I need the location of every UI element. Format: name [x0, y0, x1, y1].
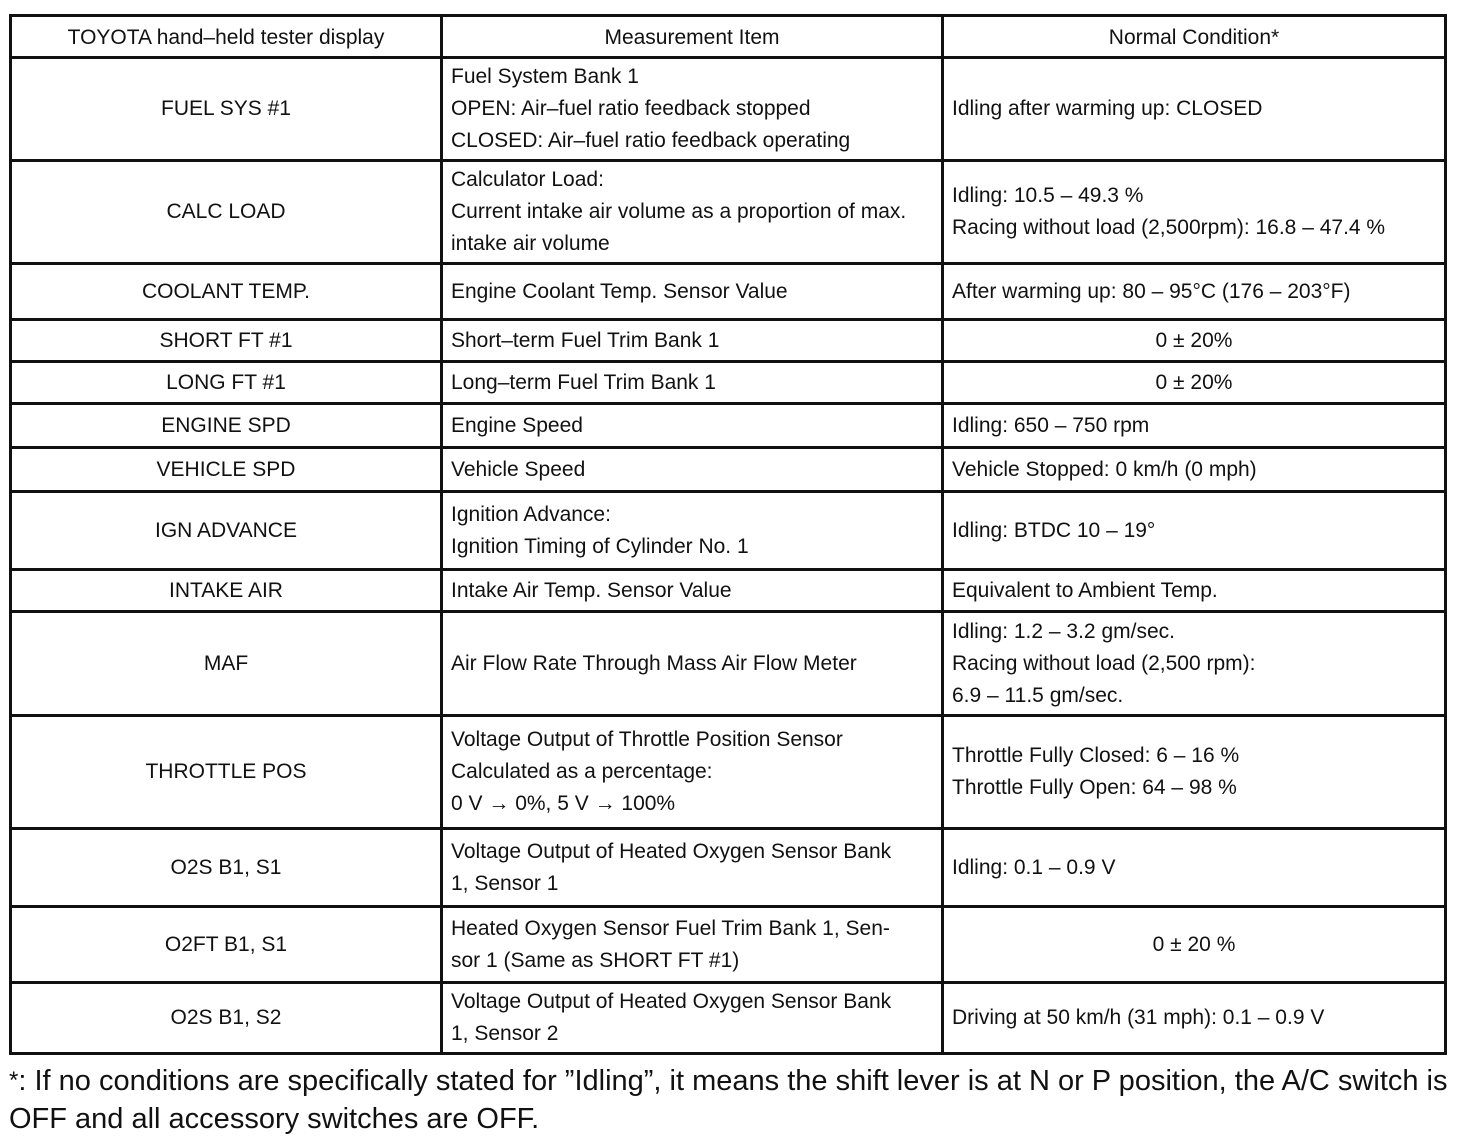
cell-measurement-item: [442, 983, 943, 1054]
cell-tester-display: COOLANT TEMP.: [11, 264, 442, 320]
cell-measurement-item: [442, 716, 943, 829]
measurement-line: Ignition Timing of Cylinder No. 1: [451, 534, 749, 558]
table-header-row: [11, 16, 1446, 58]
measurement-line: Ignition Advance:: [451, 502, 611, 526]
table-row: [11, 362, 1446, 404]
cell-tester-display: O2S B1, S1: [11, 829, 442, 907]
cell-normal-condition: [943, 161, 1446, 264]
cell-measurement-item: [442, 362, 943, 404]
cell-measurement-item: [442, 448, 943, 492]
cell-normal-condition: [943, 448, 1446, 492]
condition-line: 0 ± 20%: [1155, 328, 1233, 352]
cell-normal-condition: [943, 612, 1446, 716]
measurement-line: Calculated as a percentage:: [451, 760, 713, 783]
table-row: [11, 264, 1446, 320]
cell-measurement-item: [442, 492, 943, 570]
table-row: [11, 320, 1446, 362]
cell-tester-display: ENGINE SPD: [11, 404, 442, 448]
condition-line: Equivalent to Ambient Temp.: [952, 578, 1218, 602]
table-body: [11, 58, 1446, 1054]
cell-measurement-item: [442, 829, 943, 907]
cell-measurement-item: [442, 612, 943, 716]
measurement-line: intake air volume: [451, 232, 610, 255]
measurement-line: 1, Sensor 2: [451, 1022, 559, 1045]
measurement-line: Vehicle Speed: [451, 457, 586, 481]
cell-measurement-item: [442, 320, 943, 362]
cell-tester-display: SHORT FT #1: [11, 320, 442, 362]
table-row: [11, 448, 1446, 492]
measurement-line: OPEN: Air–fuel ratio feedback stopped: [451, 97, 811, 120]
table-row: [11, 58, 1446, 161]
condition-line: Driving at 50 km/h (31 mph): 0.1 – 0.9 V: [952, 1006, 1325, 1029]
cell-normal-condition: [943, 320, 1446, 362]
measurement-line: 1, Sensor 1: [451, 871, 559, 895]
measurement-line: Heated Oxygen Sensor Fuel Trim Bank 1, Sen-: [451, 916, 890, 940]
measurement-line: 0 V → 0%, 5 V → 100%: [451, 792, 676, 815]
measurement-line: Short–term Fuel Trim Bank 1: [451, 328, 720, 352]
measurement-line: CLOSED: Air–fuel ratio feedback operating: [451, 129, 851, 152]
cell-normal-condition: [943, 58, 1446, 161]
measurement-line: Current intake air volume as a proportion of max.: [451, 200, 907, 223]
measurement-line: Long–term Fuel Trim Bank 1: [451, 370, 716, 394]
condition-line: Idling: 0.1 – 0.9 V: [952, 855, 1116, 879]
cell-measurement-item: [442, 264, 943, 320]
table-row: [11, 570, 1446, 612]
condition-line: Idling: 1.2 – 3.2 gm/sec.: [952, 619, 1175, 643]
measurement-line: sor 1 (Same as SHORT FT #1): [451, 948, 740, 972]
cell-normal-condition: [943, 492, 1446, 570]
condition-line: Throttle Fully Open: 64 – 98 %: [952, 776, 1237, 799]
cell-tester-display: IGN ADVANCE: [11, 492, 442, 570]
measurement-line: Calculator Load:: [451, 168, 604, 191]
condition-line: After warming up: 80 – 95°C (176 – 203°F): [952, 279, 1351, 303]
cell-tester-display: VEHICLE SPD: [11, 448, 442, 492]
cell-tester-display: MAF: [11, 612, 442, 716]
condition-line: Idling: BTDC 10 – 19°: [952, 518, 1156, 542]
measurement-line: Engine Speed: [451, 413, 583, 437]
cell-normal-condition: [943, 983, 1446, 1054]
table-row: [11, 716, 1446, 829]
measurement-line: Intake Air Temp. Sensor Value: [451, 578, 732, 602]
cell-normal-condition: [943, 907, 1446, 983]
condition-line: 0 ± 20 %: [1152, 932, 1236, 956]
table-row: [11, 983, 1446, 1054]
cell-normal-condition: [943, 570, 1446, 612]
condition-line: 0 ± 20%: [1155, 370, 1233, 394]
cell-measurement-item: [442, 161, 943, 264]
condition-line: Racing without load (2,500 rpm):: [952, 651, 1256, 675]
footnote-text: : If no conditions are specifically stated for ”Idling”, it means the shift lever is at N or P position, the A/C switch is OFF and all accessory switches are OFF.: [9, 1065, 1448, 1135]
condition-line: Throttle Fully Closed: 6 – 16 %: [952, 744, 1240, 767]
footnote-marker: *: [9, 1067, 19, 1094]
cell-tester-display: O2FT B1, S1: [11, 907, 442, 983]
condition-line: Idling: 10.5 – 49.3 %: [952, 184, 1144, 207]
header-normal-condition: Normal Condition*: [943, 16, 1446, 58]
cell-normal-condition: [943, 404, 1446, 448]
condition-line: 6.9 – 11.5 gm/sec.: [952, 683, 1124, 707]
condition-line: Idling after warming up: CLOSED: [952, 97, 1263, 120]
footnote: [9, 1062, 1449, 1138]
cell-normal-condition: [943, 264, 1446, 320]
cell-tester-display: CALC LOAD: [11, 161, 442, 264]
spec-sheet: [9, 14, 1444, 1055]
measurement-line: Voltage Output of Throttle Position Sensor: [451, 728, 843, 751]
cell-normal-condition: [943, 829, 1446, 907]
condition-line: Vehicle Stopped: 0 km/h (0 mph): [952, 457, 1257, 481]
measurement-line: Air Flow Rate Through Mass Air Flow Meter: [451, 651, 857, 675]
cell-tester-display: O2S B1, S2: [11, 983, 442, 1054]
measurement-line: Voltage Output of Heated Oxygen Sensor Bank: [451, 990, 892, 1013]
table-row: [11, 161, 1446, 264]
table-row: [11, 907, 1446, 983]
measurement-line: Engine Coolant Temp. Sensor Value: [451, 279, 788, 303]
cell-measurement-item: [442, 58, 943, 161]
cell-measurement-item: [442, 570, 943, 612]
condition-line: Racing without load (2,500rpm): 16.8 – 47.4 %: [952, 216, 1386, 239]
cell-normal-condition: [943, 716, 1446, 829]
cell-tester-display: LONG FT #1: [11, 362, 442, 404]
header-tester-display: TOYOTA hand–held tester display: [11, 16, 442, 58]
cell-measurement-item: [442, 907, 943, 983]
header-measurement-item: Measurement Item: [442, 16, 943, 58]
table-row: [11, 492, 1446, 570]
data-list-table: [9, 14, 1447, 1055]
measurement-line: Voltage Output of Heated Oxygen Sensor Bank: [451, 839, 892, 863]
table-row: [11, 612, 1446, 716]
condition-line: Idling: 650 – 750 rpm: [952, 413, 1150, 437]
table-row: [11, 404, 1446, 448]
cell-tester-display: FUEL SYS #1: [11, 58, 442, 161]
table-row: [11, 829, 1446, 907]
cell-measurement-item: [442, 404, 943, 448]
measurement-line: Fuel System Bank 1: [451, 65, 639, 88]
cell-normal-condition: [943, 362, 1446, 404]
cell-tester-display: THROTTLE POS: [11, 716, 442, 829]
cell-tester-display: INTAKE AIR: [11, 570, 442, 612]
